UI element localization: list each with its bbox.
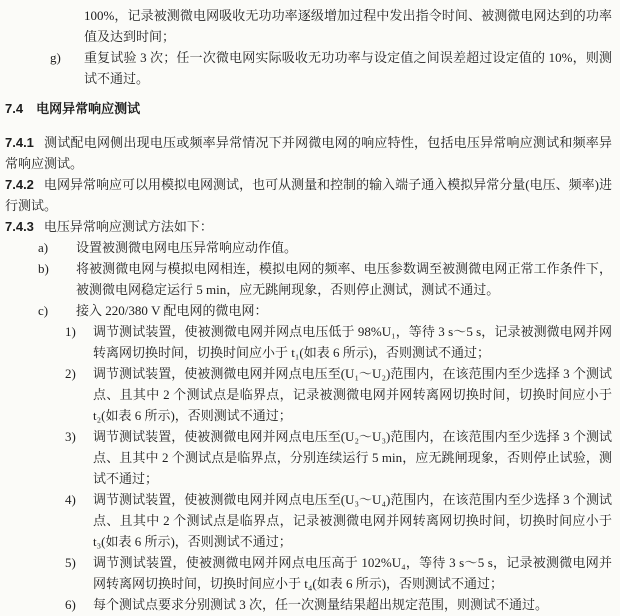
list-marker-3: 3): [65, 429, 76, 444]
list-text-g: 重复试验 3 次；任一次微电网实际吸收无功功率与设定值之间误差超过设定值的 10%，则测试不通过。: [84, 50, 612, 86]
clause-7-4-1: [5, 132, 612, 174]
list-item-6: [5, 594, 612, 615]
clause-number: 7.4.2: [5, 177, 34, 192]
section-heading: [5, 98, 612, 119]
list-text-1: 调节测试装置，使被测微电网并网点电压低于 98%U₁，等待 3 s～5 s，记录被测微电网并网转离网切换时间，切换时间应小于 t₁(如表 6 所示)，否则测试不通过；: [93, 324, 612, 360]
list-text-c: 接入 220/380 V 配电网的微电网：: [76, 303, 268, 318]
paragraph-continuation: 100%，记录被测微电网吸收无功功率逐级增加过程中发出指令时间、被测微电网达到的功率值及达到时间；: [84, 8, 612, 44]
clause-7-4-3: [5, 216, 612, 237]
list-text-4: 调节测试装置，使被测微电网并网点电压至(U₃～U₄)范围内，在该范围内至少选择 3 个测试点、且其中 2 个测试点是临界点，记录被测微电网并网转离网切换时间，切换时间应小于 t₃(如表 6 所示)，否则测试不通过；: [93, 492, 612, 549]
list-marker-2: 2): [65, 366, 76, 381]
list-text-6: 每个测试点要求分别测试 3 次，任一次测量结果超出规定范围，则测试不通过。: [93, 597, 549, 612]
list-item-a: [5, 237, 612, 258]
list-item-2: [5, 363, 612, 426]
clause-7-4-2: [5, 174, 612, 216]
list-marker-6: 6): [65, 597, 76, 612]
list-item-4: [5, 489, 612, 552]
list-marker-b: b): [38, 261, 49, 276]
list-text-a: 设置被测微电网电压异常响应动作值。: [76, 240, 298, 255]
clause-number: 7.4.3: [5, 219, 34, 234]
list-item-3: [5, 426, 612, 489]
list-item-5: [5, 552, 612, 594]
list-marker-4: 4): [65, 492, 76, 507]
list-item-1: [5, 321, 612, 363]
list-text-2: 调节测试装置，使被测微电网并网点电压至(U₁～U₂)范围内，在该范围内至少选择 3 个测试点、且其中 2 个测试点是临界点，记录被测微电网并网转离网切换时间，切换时间应小于 t₂(如表 6 所示)，否则测试不通过；: [93, 366, 612, 423]
list-marker-5: 5): [65, 555, 76, 570]
list-marker-a: a): [38, 240, 49, 255]
list-text-b: 将被测微电网与模拟电网相连，模拟电网的频率、电压参数调至被测微电网正常工作条件下，被测微电网稳定运行 5 min，应无跳闸现象，否则停止测试，测试不通过。: [76, 261, 612, 297]
clause-text: 测试配电网侧出现电压或频率异常情况下并网微电网的响应特性，包括电压异常响应测试和频率异常响应测试。: [5, 135, 612, 171]
list-item-g: [5, 47, 612, 89]
list-item-b: [5, 258, 612, 300]
list-item-c: [5, 300, 612, 321]
clause-text: 电网异常响应可以用模拟电网测试，也可从测量和控制的输入端子通入模拟异常分量(电压、频率)进行测试。: [5, 177, 612, 213]
list-marker-c: c): [38, 303, 49, 318]
list-marker-1: 1): [65, 324, 76, 339]
section-number: 7.4: [5, 101, 24, 116]
list-marker-g: g): [50, 50, 61, 65]
clause-number: 7.4.1: [5, 135, 34, 150]
list-text-3: 调节测试装置，使被测微电网并网点电压至(U₂～U₃)范围内，在该范围内至少选择 3 个测试点、且其中 2 个测试点是临界点，分别连续运行 5 min，应无跳闸现象，否则停止试验，测试不通过；: [93, 429, 612, 486]
list-text-5: 调节测试装置，使被测微电网并网点电压高于 102%U₄，等待 3 s～5 s，记录被测微电网并网转离网切换时间，切换时间应小于 t₄(如表 6 所示)，否则测试不通过；: [93, 555, 612, 591]
section-title: 电网异常响应测试: [36, 101, 141, 116]
clause-text: 电压异常响应测试方法如下：: [43, 219, 213, 234]
